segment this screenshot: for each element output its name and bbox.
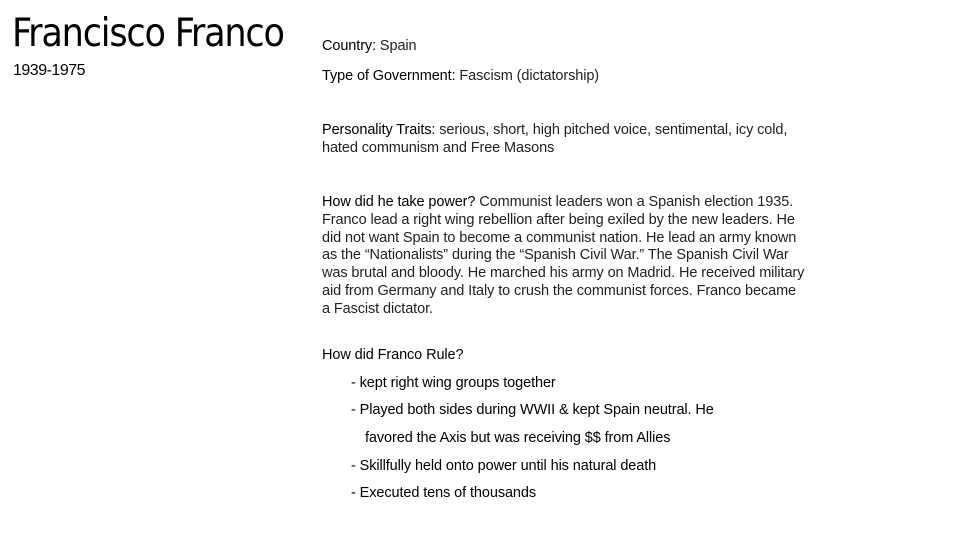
country-label: Country: xyxy=(322,38,376,54)
government-field xyxy=(322,68,812,86)
rule-item-continuation: favored the Axis but was receiving $$ from Allies xyxy=(365,430,671,446)
rule-item: - Skillfully held onto power until his natural death xyxy=(351,458,657,474)
rule-item: - Executed tens of thousands xyxy=(351,485,537,501)
rule-item: - kept right wing groups together xyxy=(351,375,556,391)
power-field xyxy=(322,194,807,319)
power-value: Communist leaders won a Spanish election 1935. Franco lead a right wing rebellion after being exiled by the new leaders. He did not want Spain to become a communist nation. He lead an army known as the “Nationalists” during the “Spanish Civil War.” The Spanish Civil War was brutal and bloody. He marched his army on Madrid. He received military aid from Germany and Italy to crush the communist forces. Franco became a Fascist dictator. xyxy=(322,194,805,317)
country-value: Spain xyxy=(376,38,417,54)
government-value: Fascism (dictatorship) xyxy=(455,68,600,84)
rule-item: - Played both sides during WWII & kept Spain neutral. He xyxy=(351,402,714,418)
years-subtitle: 1939-1975 xyxy=(13,62,86,79)
country-field xyxy=(322,38,812,56)
power-label: How did he take power? xyxy=(322,194,476,210)
page-title: Francisco Franco xyxy=(12,11,284,56)
personality-value: serious, short, high pitched voice, sentimental, icy cold, hated communism and Free Masons xyxy=(322,122,788,156)
government-label: Type of Government: xyxy=(322,68,456,84)
personality-label: Personality Traits: xyxy=(322,122,436,138)
rule-heading: How did Franco Rule? xyxy=(322,347,464,363)
personality-field xyxy=(322,122,807,158)
